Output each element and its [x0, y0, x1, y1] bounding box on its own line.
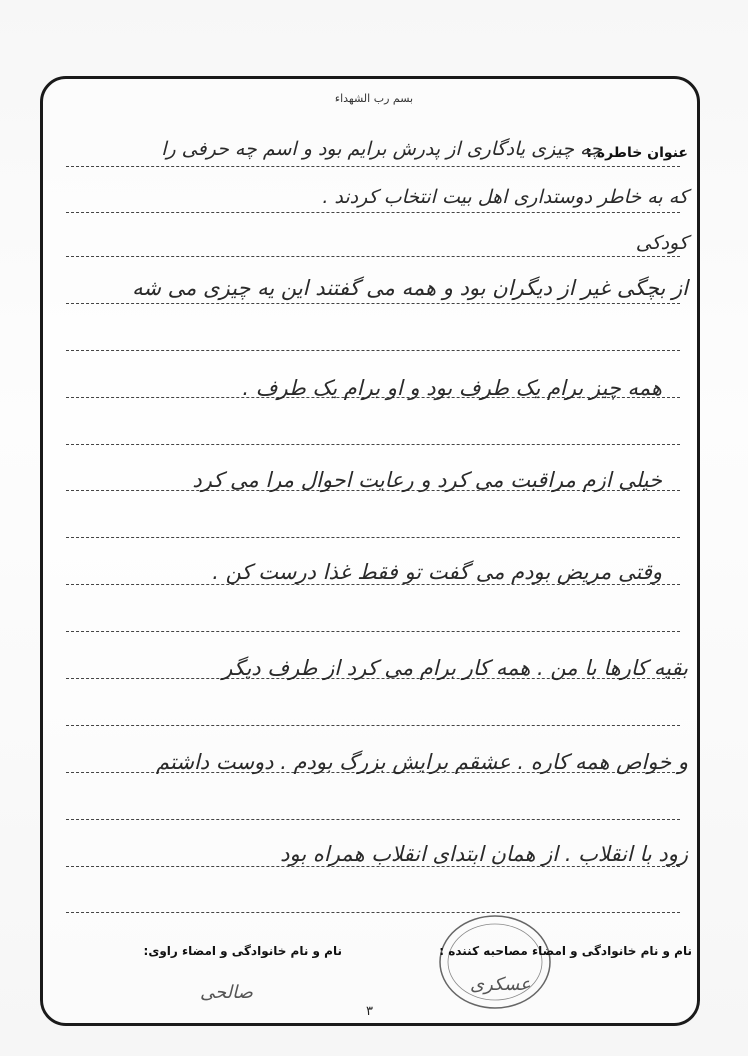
ruled-line	[66, 166, 680, 167]
form-frame	[40, 76, 700, 1026]
memory-title-label: عنوان خاطره :	[586, 145, 688, 161]
handwritten-line: کودکی	[635, 232, 688, 254]
narrator-signature: صالحی	[200, 982, 253, 1003]
ruled-line	[66, 819, 680, 820]
handwritten-line: که به خاطر دوستداری اهل بیت انتخاب کردند .	[322, 186, 688, 208]
handwritten-line: از بچگی غیر از دیگران بود و همه می گفتند این یه چیزی می شه	[132, 276, 688, 300]
handwritten-line: زود با انقلاب . از همان ابتدای انقلاب همراه بود	[280, 842, 688, 866]
ruled-line	[66, 725, 680, 726]
form-header: بسم رب الشهداء	[334, 92, 414, 105]
ruled-line	[66, 444, 680, 445]
handwritten-line: وقتی مریض بودم می گفت تو فقط غذا درست کن .	[212, 560, 662, 584]
ruled-line	[66, 256, 680, 257]
handwritten-line: چه چیزی یادگاری از پدرش برایم بود و اسم چه حرفی را	[161, 138, 602, 160]
ruled-line	[66, 212, 680, 213]
narrator-signature-label: نام و نام خانوادگی و امضاء راوی:	[143, 944, 342, 958]
handwritten-line: و خواص همه کاره . عشقم برایش بزرگ بودم . دوست داشتم	[156, 750, 688, 774]
interviewer-signature-label: نام و نام خانوادگی و امضاء مصاحبه کننده :	[439, 944, 692, 958]
ruled-line	[66, 631, 680, 632]
handwritten-line: بقیه کارها با من . همه کار برام می کرد از طرف دیگر	[222, 656, 688, 680]
ruled-line	[66, 912, 680, 913]
ruled-line	[66, 866, 680, 867]
stamp-circle	[436, 912, 554, 1012]
handwritten-line: خیلی ازم مراقبت می کرد و رعایت احوال مرا می کرد	[192, 468, 662, 492]
handwritten-line: همه چیز برام یک طرف بود و او برام یک طرف .	[242, 376, 662, 400]
page-number: ۳	[366, 1004, 373, 1019]
ruled-line	[66, 350, 680, 351]
interviewer-signature: عسکری	[470, 974, 531, 995]
ruled-line	[66, 537, 680, 538]
ruled-line	[66, 584, 680, 585]
ruled-line	[66, 303, 680, 304]
